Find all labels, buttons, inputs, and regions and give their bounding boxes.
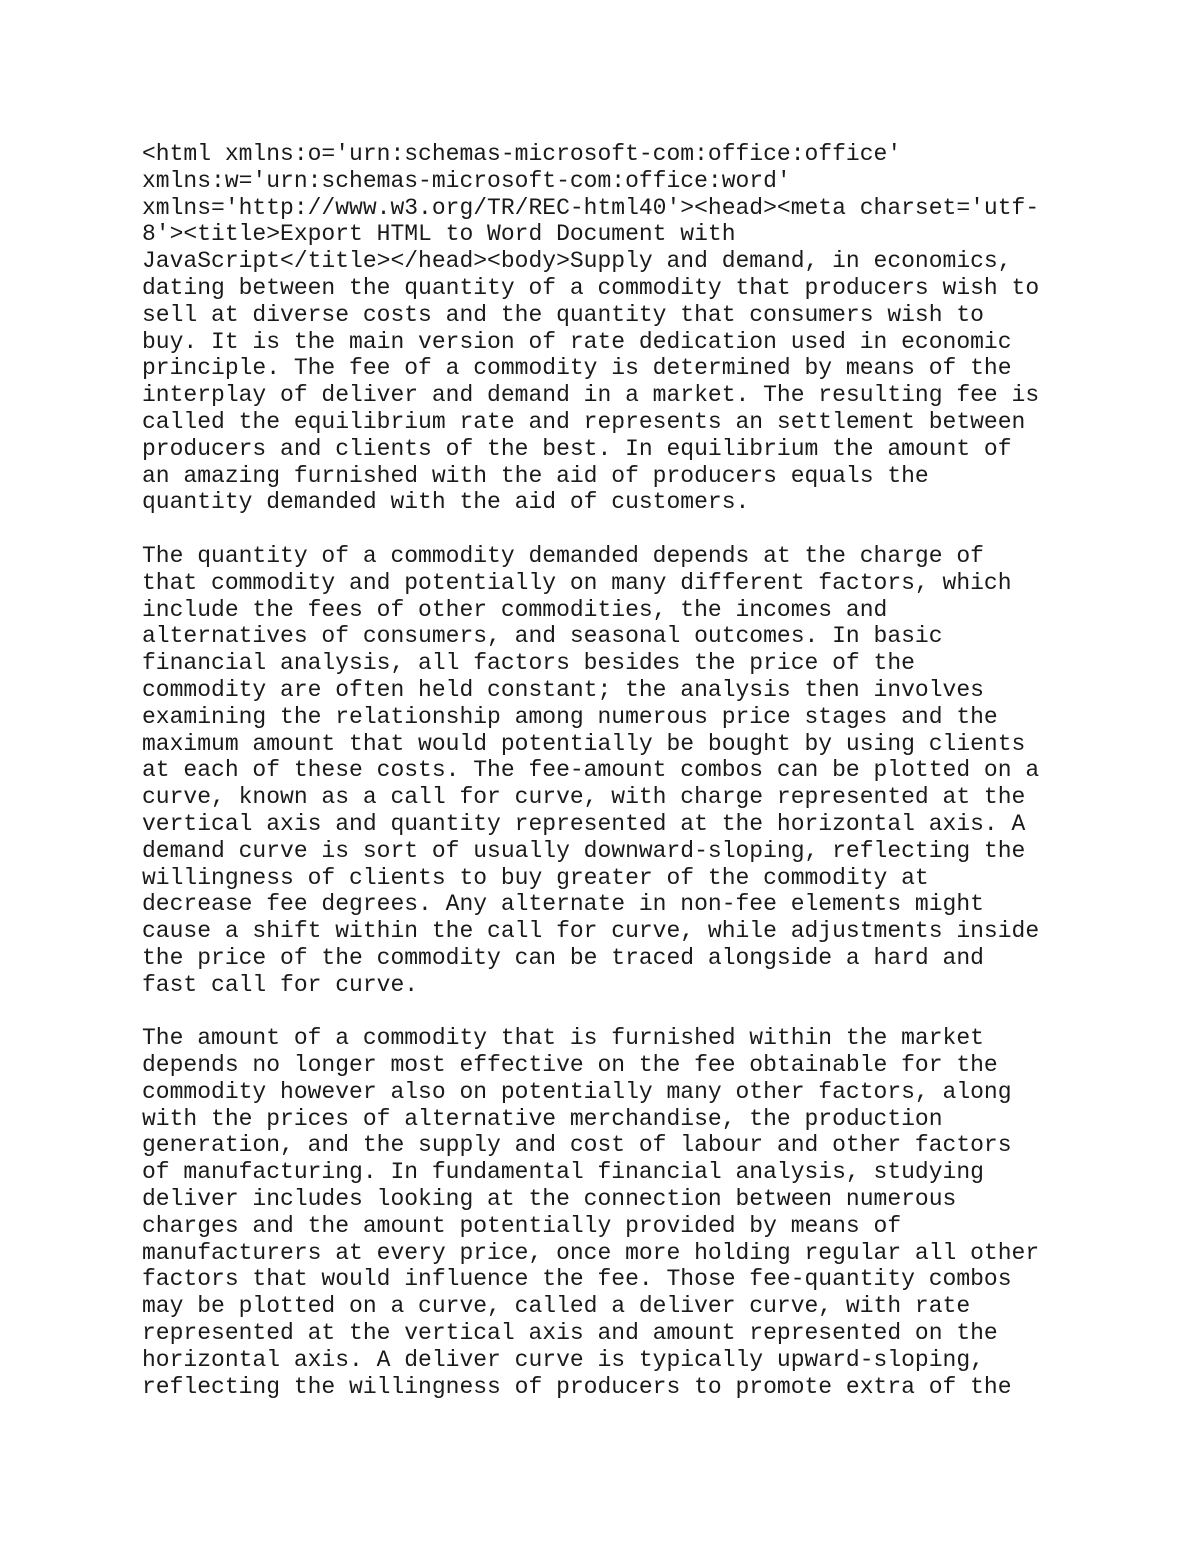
- text-line: vertical axis and quantity represented at the horizontal axis. A: [142, 810, 1026, 837]
- text-line: the price of the commodity can be traced alongside a hard and: [142, 944, 984, 971]
- paragraph-2: [142, 543, 1072, 999]
- text-line: examining the relationship among numerous price stages and the: [142, 703, 998, 730]
- text-line: charges and the amount potentially provided by means of: [142, 1212, 902, 1239]
- text-line: principle. The fee of a commodity is determined by means of the: [142, 355, 1012, 382]
- text-line: deliver includes looking at the connection between numerous: [142, 1186, 957, 1213]
- document-page: [142, 141, 1072, 1400]
- text-line: curve, known as a call for curve, with charge represented at the: [142, 784, 1026, 811]
- text-line: manufacturers at every price, once more holding regular all other: [142, 1239, 1040, 1266]
- text-line: interplay of deliver and demand in a market. The resulting fee is: [142, 382, 1040, 409]
- text-line: xmlns='http://www.w3.org/TR/REC-html40'><head><meta charset='utf-: [142, 194, 1040, 221]
- text-line: buy. It is the main version of rate dedication used in economic: [142, 328, 1012, 355]
- paragraph-3: [142, 1025, 1072, 1400]
- text-line: willingness of clients to buy greater of the commodity at: [142, 864, 929, 891]
- text-line: fast call for curve.: [142, 971, 419, 998]
- text-line: commodity are often held constant; the analysis then involves: [142, 676, 984, 703]
- paragraph-1: [142, 141, 1072, 516]
- text-line: decrease fee degrees. Any alternate in non-fee elements might: [142, 891, 984, 918]
- text-line: an amazing furnished with the aid of producers equals the: [142, 462, 929, 489]
- text-line: maximum amount that would potentially be bought by using clients: [142, 730, 1026, 757]
- text-line: may be plotted on a curve, called a deliver curve, with rate: [142, 1293, 971, 1320]
- text-line: 8'><title>Export HTML to Word Document with: [142, 221, 736, 248]
- text-line: <html xmlns:o='urn:schemas-microsoft-com:office:office': [142, 141, 902, 167]
- text-line: include the fees of other commodities, the incomes and: [142, 596, 888, 623]
- text-line: alternatives of consumers, and seasonal outcomes. In basic: [142, 623, 943, 650]
- text-line: cause a shift within the call for curve, while adjustments inside: [142, 918, 1040, 945]
- text-line: of manufacturing. In fundamental financial analysis, studying: [142, 1159, 984, 1186]
- text-line: demand curve is sort of usually downward-sloping, reflecting the: [142, 837, 1026, 864]
- text-line: commodity however also on potentially many other factors, along: [142, 1078, 1012, 1105]
- text-line: dating between the quantity of a commodity that producers wish to: [142, 274, 1040, 301]
- text-line: with the prices of alternative merchandise, the production: [142, 1105, 943, 1132]
- text-line: factors that would influence the fee. Those fee-quantity combos: [142, 1266, 1012, 1293]
- text-line: xmlns:w='urn:schemas-microsoft-com:office:word': [142, 167, 791, 194]
- text-line: financial analysis, all factors besides the price of the: [142, 650, 915, 677]
- text-line: horizontal axis. A deliver curve is typically upward-sloping,: [142, 1346, 984, 1373]
- text-line: The quantity of a commodity demanded depends at the charge of: [142, 542, 984, 569]
- text-line: at each of these costs. The fee-amount combos can be plotted on a: [142, 757, 1040, 784]
- text-line: that commodity and potentially on many different factors, which: [142, 569, 1012, 596]
- text-line: reflecting the willingness of producers to promote extra of the: [142, 1373, 1012, 1400]
- text-line: sell at diverse costs and the quantity that consumers wish to: [142, 301, 984, 328]
- text-line: depends no longer most effective on the fee obtainable for the: [142, 1052, 998, 1079]
- text-line: represented at the vertical axis and amount represented on the: [142, 1320, 998, 1347]
- text-line: The amount of a commodity that is furnished within the market: [142, 1025, 984, 1052]
- text-line: called the equilibrium rate and represents an settlement between: [142, 408, 1026, 435]
- text-line: generation, and the supply and cost of labour and other factors: [142, 1132, 1012, 1159]
- text-line: quantity demanded with the aid of customers.: [142, 489, 750, 516]
- text-line: JavaScript</title></head><body>Supply and demand, in economics,: [142, 248, 1012, 275]
- text-line: producers and clients of the best. In equilibrium the amount of: [142, 435, 1012, 462]
